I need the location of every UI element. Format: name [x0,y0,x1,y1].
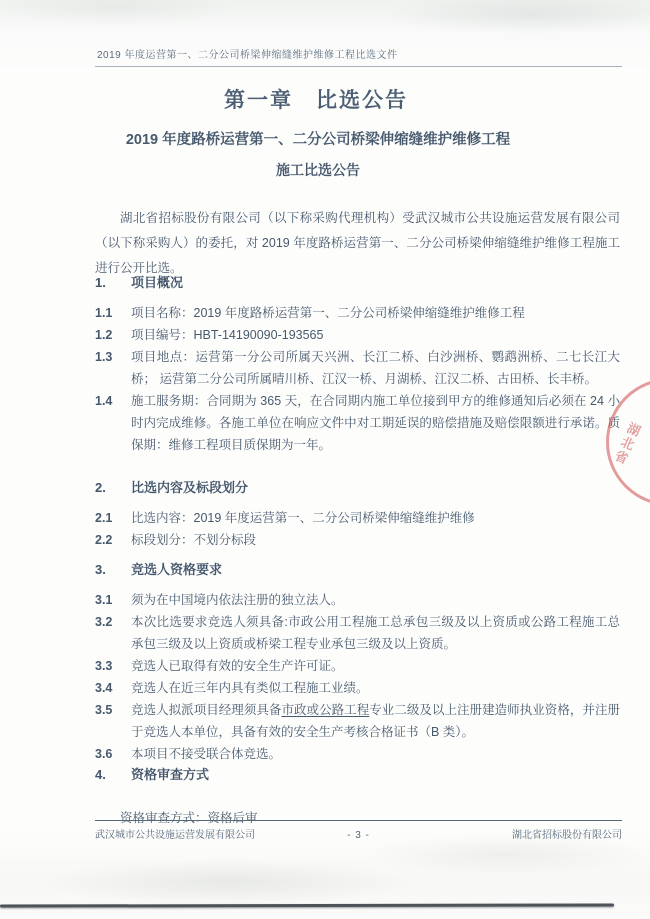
section-title: 项目概况 [131,275,184,290]
item-text: 施工服务期：合同期为 365 天，在合同期内施工单位接到甲方的维修通知后必须在 24 小时内完成维修。各施工单位在响应文件中对工期延误的赔偿措施及赔偿限额进行承诺。质保期：维修工程项目质保期为一年。 [131,394,620,452]
item-text: 本次比选要求竞选人须具备:市政公用工程施工总承包三级及以上资质或公路工程施工总承包三级及以上资质或桥梁工程专业承包三级及以上资质。 [131,615,620,651]
project-subtitle: 2019 年度路桥运营第一、二分公司桥梁伸缩缝维护维修工程 [125,132,511,148]
item-text: 标段划分：不划分标段 [131,533,257,547]
list-item [95,507,620,529]
chapter-title: 第一章 比选公告 [224,89,408,112]
item-text-underlined: 市政或公路工程 [281,703,370,717]
item-text: 竞选人已取得有效的安全生产许可证。 [131,659,344,673]
footer-agency: 湖北省招标股份有限公司 [512,830,623,841]
list-item [95,390,620,456]
section-heading [95,274,620,292]
footer-purchaser: 武汉城市公共设施运营发展有限公司 [95,830,255,841]
item-number: 2.1 [95,511,113,525]
section-qualification-requirements [95,561,620,765]
item-text-before: 竞选人拟派项目经理须具备 [131,703,282,717]
item-text-after: 专业二级及以上注册建造师执业资格，并注册于竞选人本单位，具备有效的安全生产考核合格证书（B 类）。 [131,703,620,739]
paper-edge-shadow [0,903,614,907]
section-project-overview [95,274,620,456]
item-text: 须为在中国境内依法注册的独立法人。 [131,593,344,607]
item-number: 2.2 [95,533,113,547]
list-item [95,589,620,611]
item-text: 本项目不接受联合体竞选。 [131,747,282,761]
item-number: 3.5 [95,703,113,717]
footer-rule [95,820,622,821]
item-number: 1.4 [95,394,113,408]
item-text: 项目编号：HBT-14190090-193565 [131,328,324,342]
qualification-method-line: 资格审查方式：资格后审 [120,810,258,825]
list-item [95,611,620,655]
section-title: 资格审查方式 [131,767,210,782]
footer-page-number: - 3 - [347,830,370,841]
item-text: 项目地点：运营第一分公司所属天兴洲、长江二桥、白沙洲桥、鹦鹉洲桥、二七长江大桥； 运营第二分公司所属晴川桥、江汉一桥、月湖桥、江汉二桥、古田桥、长丰桥。 [131,350,620,386]
section-number: 2. [95,480,106,495]
page-footer [95,826,622,841]
item-number: 3.1 [95,593,113,607]
item-number: 1.2 [95,328,113,342]
seal-text: 湖北省 [610,419,643,468]
list-item [95,699,620,743]
list-item [95,346,620,390]
list-item [95,324,620,346]
item-number: 3.6 [95,747,113,761]
item-text: 竞选人在近三年内具有类似工程施工业绩。 [131,681,369,695]
item-number: 1.1 [95,306,113,320]
intro-paragraph: 湖北省招标股份有限公司（以下称采购代理机构）受武汉城市公共设施运营发展有限公司（以下称采购人）的委托，对 2019 年度路桥运营第一、二分公司桥梁伸缩缝维护维修工程施工进行公开比选。 [95,210,620,275]
section-title: 竞选人资格要求 [131,562,223,577]
section-number: 3. [95,562,106,577]
section-title: 比选内容及标段划分 [131,480,249,495]
section-number: 1. [95,275,106,290]
announcement-subtitle: 施工比选公告 [276,162,360,178]
running-header: 2019 年度运营第一、二分公司桥梁伸缩缝维护维修工程比选文件 [97,50,398,61]
item-text [131,699,620,743]
header-rule [95,66,622,67]
section-number: 4. [95,767,106,782]
item-number: 3.2 [95,615,113,629]
section-review-method [95,766,620,794]
item-text: 比选内容：2019 年度运营第一、二分公司桥梁伸缩缝维护维修 [131,511,475,525]
section-heading [95,561,620,579]
list-item [95,677,620,699]
section-heading [95,479,620,497]
item-text: 项目名称：2019 年度路桥运营第一、二分公司桥梁伸缩缝维护维修工程 [131,306,525,320]
item-number: 3.3 [95,659,113,673]
list-item [95,302,620,324]
list-item [95,529,620,551]
list-item [95,655,620,677]
section-bid-content [95,479,620,551]
item-number: 1.3 [95,350,113,364]
item-number: 3.4 [95,681,113,695]
section-heading [95,766,620,784]
list-item [95,743,620,765]
